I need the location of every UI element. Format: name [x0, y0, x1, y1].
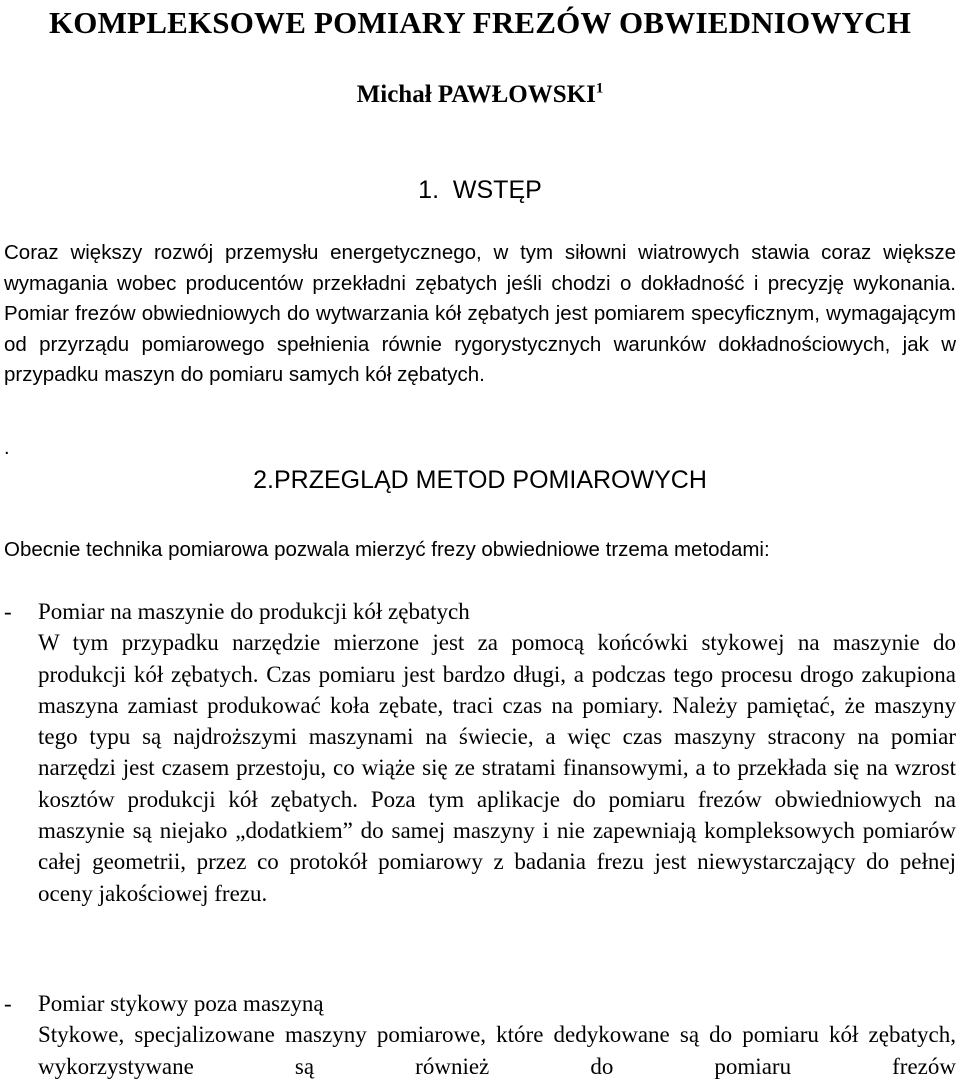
- section-heading-methods: 2.PRZEGLĄD METOD POMIAROWYCH: [253, 466, 707, 494]
- method-title: Pomiar na maszynie do produkcji kół zębatych: [38, 599, 470, 624]
- author-name: Michał PAWŁOWSKI: [356, 81, 596, 108]
- list-bullet: -: [4, 991, 12, 1016]
- intro-paragraph: Coraz większy rozwój przemysłu energetycznego, w tym siłowni wiatrowych stawia coraz większe wymagania wobec producentów przekładni zębatych jeśli chodzi o dokładność i precyzję wykonania. Pomiar frezów obwiedniowych do wytwarzania kół zębatych jest pomiarem specyficznym, wymagającym od przyrządu pomiarowego spełnienia równie rygorystycznych warunków dokładnościowych, jak w przypadku maszyn do pomiaru samych kół zębatych.: [4, 241, 956, 386]
- method-description: Stykowe, specjalizowane maszyny pomiarowe, które dedykowane są do pomiaru kół zębatych, wykorzystywane są również do pomiaru frezów: [38, 1022, 956, 1079]
- author-footnote-marker: 1: [595, 80, 604, 97]
- list-bullet: -: [4, 599, 12, 624]
- stray-dot: .: [4, 437, 10, 459]
- method-list-item: [4, 988, 956, 1082]
- author-line: [0, 80, 960, 110]
- section-heading-intro: 1. WSTĘP: [418, 176, 542, 204]
- method-title: Pomiar stykowy poza maszyną: [38, 991, 324, 1016]
- method-description: W tym przypadku narzędzie mierzone jest za pomocą końcówki stykowej na maszynie do produkcji kół zębatych. Czas pomiaru jest bardzo długi, a podczas tego procesu drogo zakupiona maszyna zamiast produkować koła zębate, traci czas na pomiary. Należy pamiętać, że maszyny tego typu są najdroższymi maszynami na świecie, a więc czas maszyny stracony na pomiar narzędzi jest czasem przestoju, co wiąże się ze stratami finansowymi, a to przekłada się na wzrost kosztów produkcji kół zębatych. Poza tym aplikacje do pomiaru frezów obwiedniowych na maszynie są niejako „dodatkiem” do samej maszyny i nie zapewniają kompleksowych pomiarów całej geometrii, przez co protokół pomiarowy z badania frezu jest niewystarczający do pełnej oceny jakościowej frezu.: [38, 630, 956, 906]
- method-list-item: [4, 596, 956, 909]
- methods-intro-paragraph: Obecnie technika pomiarowa pozwala mierzyć frezy obwiedniowe trzema metodami:: [4, 538, 770, 561]
- document-title: KOMPLEKSOWE POMIARY FREZÓW OBWIEDNIOWYCH: [48, 5, 912, 40]
